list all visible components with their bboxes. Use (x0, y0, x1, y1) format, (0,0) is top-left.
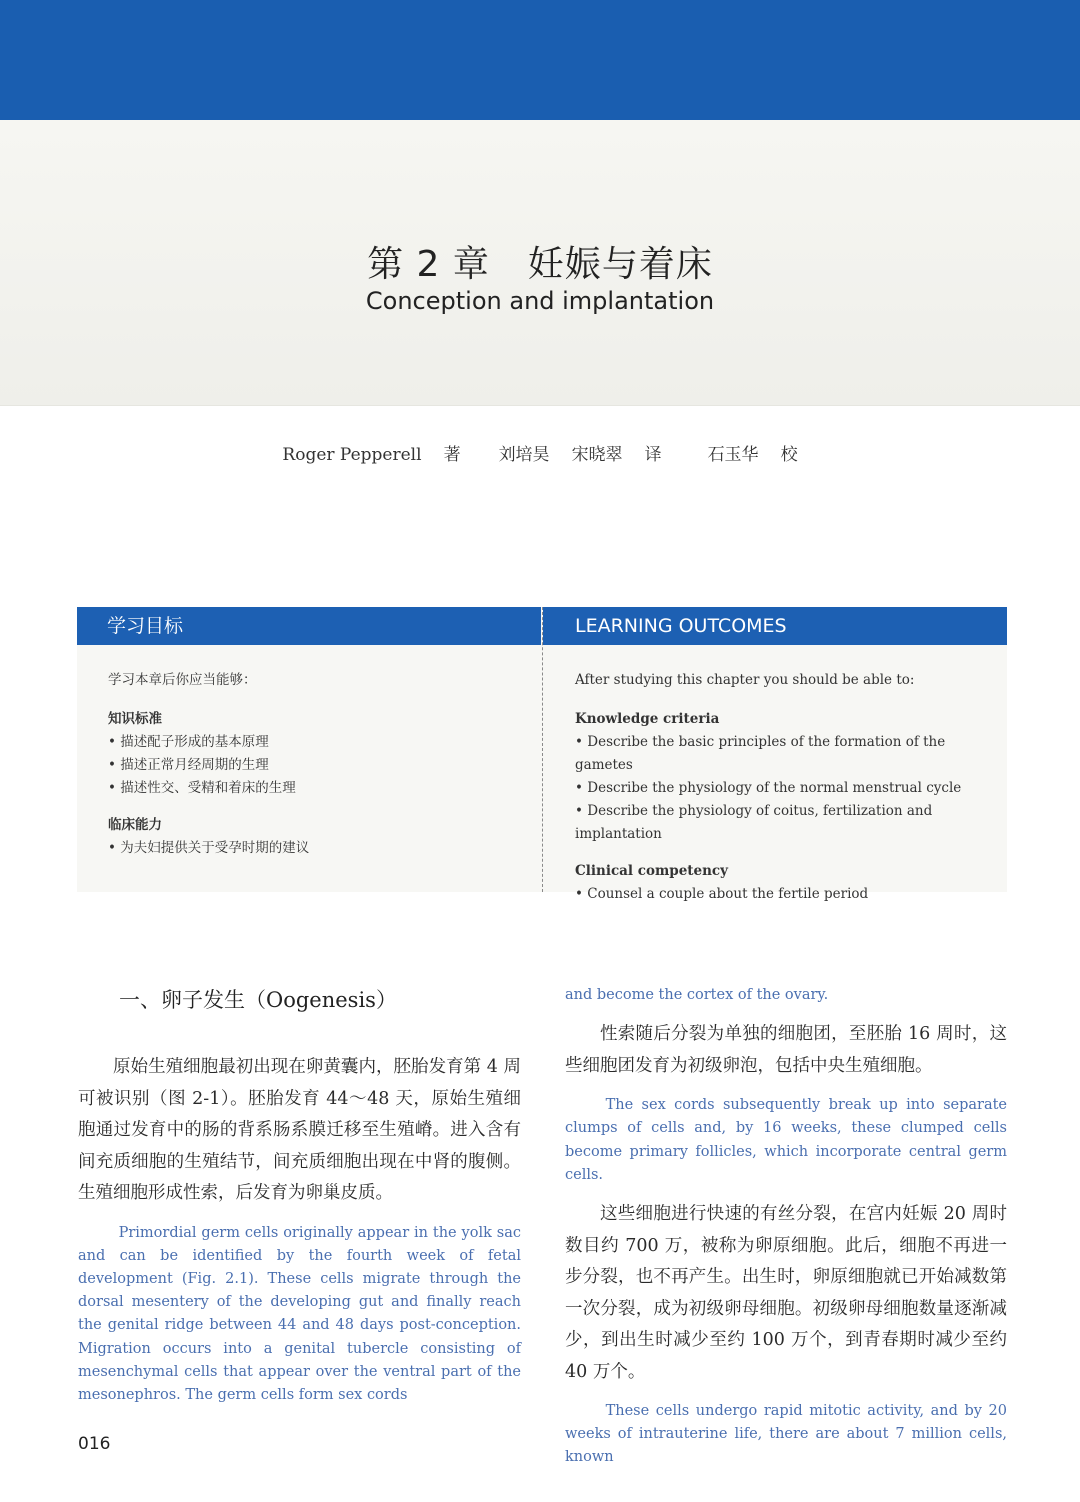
chapter-title-en: Conception and implantation (365, 287, 715, 315)
learning-outcomes-zh (108, 669, 528, 860)
reviewer-role: 校 (780, 445, 798, 465)
paragraph-en: Primordial germ cells originally appear in the yolk sac and can be identified by the fourth week of fetal development (Fig. 2.1). These cells migrate through the dorsal mesentery of the developing gut and finally reach the genital ridge between 44 and 48 days post-conception. Migration occurs into a genital tubercle consisting of mesenchymal cells that appear over the ventral part of the mesonephros. The germ cells form sex cords (78, 1224, 521, 1403)
learning-outcomes-box (77, 607, 1007, 902)
top-color-band (0, 0, 1080, 120)
learning-outcomes-header-zh: 学习目标 (77, 607, 541, 645)
body-column-left (78, 1052, 521, 1419)
list-item: • Describe the physiology of coitus, fertilization and implantation (575, 800, 1000, 846)
list-item: • Counsel a couple about the fertile period (575, 883, 1000, 906)
author-role: 著 (443, 445, 461, 465)
intro-en: After studying this chapter you should be able to: (575, 672, 915, 688)
knowledge-list-zh (108, 731, 528, 800)
list-item: • 描述正常月经周期的生理 (108, 754, 528, 777)
clinical-list-en (575, 883, 1000, 906)
paragraph-en: The sex cords subsequently break up into separate clumps of cells and, by 16 weeks, these clumped cells become primary follicles, which incorporate central germ cells. (565, 1097, 1007, 1183)
chapter-title-text: 妊娠与着床 (527, 244, 713, 285)
section-heading (119, 984, 397, 1014)
knowledge-title-zh: 知识标准 (108, 711, 162, 727)
list-item: • 描述配子形成的基本原理 (108, 731, 528, 754)
section-heading-zh: 一、卵子发生 (119, 988, 245, 1012)
body-column-right (565, 984, 1007, 1482)
paragraph-en-continued: and become the cortex of the ovary. (565, 987, 829, 1003)
section-heading-en: （Oogenesis） (245, 988, 397, 1012)
reviewer-name: 石玉华 (707, 445, 759, 465)
knowledge-title-en: Knowledge criteria (575, 711, 720, 727)
clinical-title-zh: 临床能力 (108, 817, 162, 833)
paragraph-en: These cells undergo rapid mitotic activity, and by 20 weeks of intrauterine life, there are about 7 million cells, known (565, 1403, 1007, 1466)
paragraph-zh: 这些细胞进行快速的有丝分裂，在宫内妊娠 20 周时数目约 700 万，被称为卵原细胞。此后，细胞不再进一步分裂，也不再产生。出生时，卵原细胞就已开始减数第一次分裂，成为初级卵母细胞。初级卵母细胞数量逐渐减少，到出生时减少至约 100 万个，到青春期时减少至约 40 万个。 (565, 1204, 1007, 1382)
translator-role: 译 (644, 445, 662, 465)
column-divider (542, 607, 543, 892)
paragraph-zh: 原始生殖细胞最初出现在卵黄囊内，胚胎发育第 4 周可被识别（图 2-1）。胚胎发育 44～48 天，原始生殖细胞通过发育中的肠的背系肠系膜迁移至生殖嵴。进入含有间充质细胞的生殖结节，间充质细胞出现在中肾的腹侧。生殖细胞形成性索，后发育为卵巢皮质。 (78, 1057, 521, 1203)
paragraph-zh: 性索随后分裂为单独的细胞团，至胚胎 16 周时，这些细胞团发育为初级卵泡，包括中央生殖细胞。 (565, 1024, 1007, 1076)
translator-1: 刘培昊 (498, 445, 550, 465)
page-number: 016 (78, 1434, 111, 1454)
list-item: • Describe the basic principles of the formation of the gametes (575, 731, 1000, 777)
chapter-number: 第 2 章 (367, 244, 490, 285)
list-item: • 为夫妇提供关于受孕时期的建议 (108, 837, 528, 860)
author-name: Roger Pepperell (282, 445, 422, 465)
credits-line (0, 440, 1080, 465)
chapter-title-zh (0, 236, 1080, 287)
translator-2: 宋晓翠 (571, 445, 623, 465)
clinical-title-en: Clinical competency (575, 863, 728, 879)
learning-outcomes-header-en: LEARNING OUTCOMES (543, 607, 1007, 645)
clinical-list-zh (108, 837, 528, 860)
list-item: • Describe the physiology of the normal menstrual cycle (575, 777, 1000, 800)
intro-zh: 学习本章后你应当能够： (108, 672, 257, 688)
list-item: • 描述性交、受精和着床的生理 (108, 777, 528, 800)
learning-outcomes-en (575, 669, 1000, 906)
knowledge-list-en (575, 731, 1000, 846)
